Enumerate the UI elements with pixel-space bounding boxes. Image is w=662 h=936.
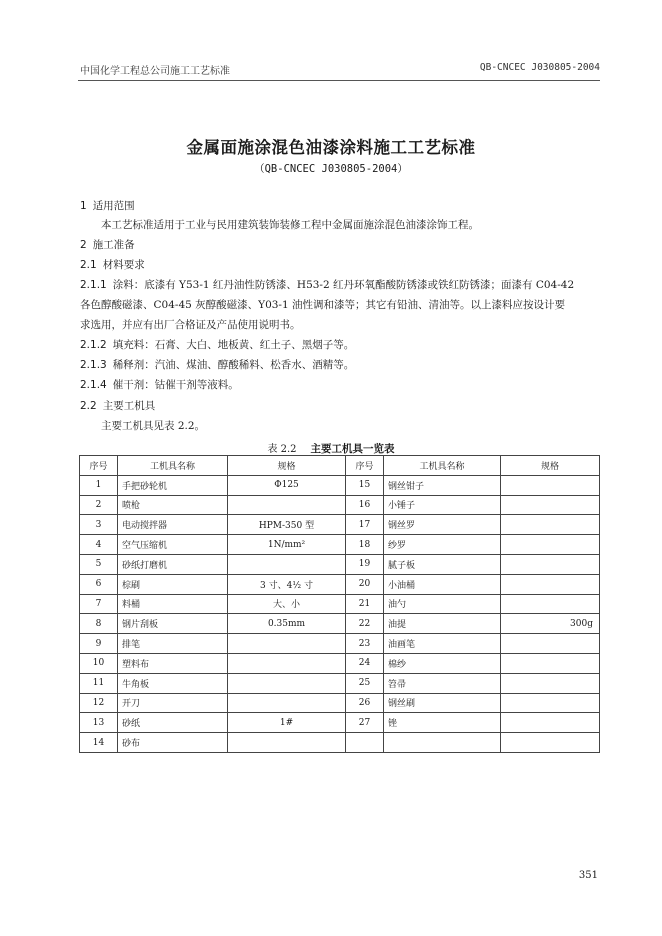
table-cell: 塑料布 — [118, 653, 228, 673]
col-header-spec: 规格 — [501, 456, 600, 476]
table-cell: 23 — [346, 634, 384, 654]
table-row — [80, 693, 600, 713]
section-2-heading: 2 施工准备 — [80, 239, 135, 251]
table-cell: 1# — [228, 713, 346, 733]
table-cell: 手把砂轮机 — [118, 475, 228, 495]
running-header-right: QB-CNCEC J030805-2004 — [479, 62, 600, 73]
table-cell — [384, 733, 501, 753]
table-row — [80, 653, 600, 673]
section-2-1-2: 2.1.2 填充料：石膏、大白、地板黄、红土子、黑烟子等。 — [80, 339, 355, 351]
table-cell: 牛角板 — [118, 673, 228, 693]
document-code: （QB-CNCEC J030805-2004） — [254, 163, 408, 175]
table-cell: 小锤子 — [384, 495, 501, 515]
running-header-left: 中国化学工程总公司施工工艺标准 — [80, 66, 230, 77]
table-cell — [228, 653, 346, 673]
table-header-row — [80, 456, 600, 476]
table-cell — [346, 733, 384, 753]
table-cell: 21 — [346, 594, 384, 614]
table-cell: 腻子板 — [384, 554, 501, 574]
table-cell: 12 — [80, 693, 118, 713]
table-cell: 0.35mm — [228, 614, 346, 634]
table-row — [80, 713, 600, 733]
section-2-1-1-line1: 2.1.1 涂料：底漆有 Y53-1 红丹油性防锈漆、H53-2 红丹环氧酯酸防锈漆或铁红防锈漆；面漆有 C04-42 — [80, 279, 575, 291]
table-cell — [228, 733, 346, 753]
table-row — [80, 614, 600, 634]
col-header-spec: 规格 — [228, 456, 346, 476]
section-2-1-heading: 2.1 材料要求 — [80, 259, 145, 271]
table-caption: 表 2.2 主要工机具一览表 — [267, 443, 395, 455]
table-cell: 笤帚 — [384, 673, 501, 693]
table-cell — [501, 713, 600, 733]
table-cell — [501, 535, 600, 555]
table-cell: 26 — [346, 693, 384, 713]
table-cell: 油勺 — [384, 594, 501, 614]
section-2-1-3: 2.1.3 稀释剂：汽油、煤油、醇酸稀料、松香水、酒精等。 — [80, 359, 355, 371]
col-header-name: 工机具名称 — [118, 456, 228, 476]
table-row — [80, 495, 600, 515]
document-title: 金属面施涂混色油漆涂料施工工艺标准 — [186, 138, 476, 157]
table-cell: 棕刷 — [118, 574, 228, 594]
table-cell: 油提 — [384, 614, 501, 634]
section-1-heading: 1 适用范围 — [80, 200, 135, 212]
table-cell: 7 — [80, 594, 118, 614]
table-cell — [228, 634, 346, 654]
table-row — [80, 475, 600, 495]
section-2-1-1-line2: 各色醇酸磁漆、C04-45 灰醇酸磁漆、Y03-1 油性调和漆等；其它有铅油、清油等。以上漆料应按设计要 — [80, 299, 565, 311]
table-cell: 19 — [346, 554, 384, 574]
table-cell — [501, 653, 600, 673]
table-cell: HPM-350 型 — [228, 515, 346, 535]
table-cell: 20 — [346, 574, 384, 594]
table-cell — [228, 554, 346, 574]
table-cell: 钢丝罗 — [384, 515, 501, 535]
table-cell: 4 — [80, 535, 118, 555]
table-cell: 2 — [80, 495, 118, 515]
table-cell: 大、小 — [228, 594, 346, 614]
table-row — [80, 515, 600, 535]
table-cell: 3 寸、4½ 寸 — [228, 574, 346, 594]
section-2-1-1-line3: 求选用，并应有出厂合格证及产品使用说明书。 — [80, 319, 301, 331]
header-divider — [78, 80, 600, 81]
table-cell — [228, 495, 346, 515]
table-cell: 棉纱 — [384, 653, 501, 673]
table-row — [80, 535, 600, 555]
section-2-2-body: 主要工机具见表 2.2。 — [101, 420, 206, 432]
table-row — [80, 634, 600, 654]
table-row — [80, 554, 600, 574]
table-cell — [501, 554, 600, 574]
table-cell: 17 — [346, 515, 384, 535]
table-row — [80, 733, 600, 753]
table-cell: Φ125 — [228, 475, 346, 495]
table-row — [80, 673, 600, 693]
table-cell: 油画笔 — [384, 634, 501, 654]
table-cell: 3 — [80, 515, 118, 535]
table-cell: 锉 — [384, 713, 501, 733]
table-cell — [501, 475, 600, 495]
table-cell: 砂纸 — [118, 713, 228, 733]
table-cell: 砂纸打磨机 — [118, 554, 228, 574]
table-cell — [501, 634, 600, 654]
table-cell: 15 — [346, 475, 384, 495]
table-cell — [501, 594, 600, 614]
table-cell: 13 — [80, 713, 118, 733]
table-cell — [501, 733, 600, 753]
table-cell: 钢片刮板 — [118, 614, 228, 634]
table-cell — [501, 495, 600, 515]
table-cell: 8 — [80, 614, 118, 634]
table-cell: 14 — [80, 733, 118, 753]
section-2-2-heading: 2.2 主要工机具 — [80, 400, 156, 412]
table-row — [80, 574, 600, 594]
table-cell — [501, 574, 600, 594]
table-cell: 22 — [346, 614, 384, 634]
table-cell: 18 — [346, 535, 384, 555]
table-cell: 1 — [80, 475, 118, 495]
table-cell — [228, 673, 346, 693]
table-cell: 1N/mm² — [228, 535, 346, 555]
page-number: 351 — [578, 870, 598, 881]
table-cell — [501, 693, 600, 713]
col-header-name: 工机具名称 — [384, 456, 501, 476]
table-row — [80, 594, 600, 614]
table-cell: 27 — [346, 713, 384, 733]
table-cell: 纱罗 — [384, 535, 501, 555]
table-cell — [501, 515, 600, 535]
table-cell: 钢丝刷 — [384, 693, 501, 713]
table-cell: 喷枪 — [118, 495, 228, 515]
table-cell: 排笔 — [118, 634, 228, 654]
table-cell: 300g — [501, 614, 600, 634]
table-cell: 钢丝钳子 — [384, 475, 501, 495]
table-cell — [228, 693, 346, 713]
table-cell: 6 — [80, 574, 118, 594]
table-cell: 10 — [80, 653, 118, 673]
table-cell: 24 — [346, 653, 384, 673]
table-cell: 开刀 — [118, 693, 228, 713]
table-cell: 25 — [346, 673, 384, 693]
table-cell: 空气压缩机 — [118, 535, 228, 555]
table-cell: 电动搅拌器 — [118, 515, 228, 535]
section-1-body: 本工艺标准适用于工业与民用建筑装饰装修工程中金属面施涂混色油漆涂饰工程。 — [101, 219, 479, 231]
table-cell: 砂布 — [118, 733, 228, 753]
table-cell: 11 — [80, 673, 118, 693]
table-cell: 9 — [80, 634, 118, 654]
table-cell: 小油桶 — [384, 574, 501, 594]
section-2-1-4: 2.1.4 催干剂：钴催干剂等液料。 — [80, 379, 239, 391]
table-cell: 料桶 — [118, 594, 228, 614]
table-cell — [501, 673, 600, 693]
table-cell: 16 — [346, 495, 384, 515]
col-header-no: 序号 — [80, 456, 118, 476]
tools-table — [79, 455, 600, 753]
col-header-no: 序号 — [346, 456, 384, 476]
table-cell: 5 — [80, 554, 118, 574]
